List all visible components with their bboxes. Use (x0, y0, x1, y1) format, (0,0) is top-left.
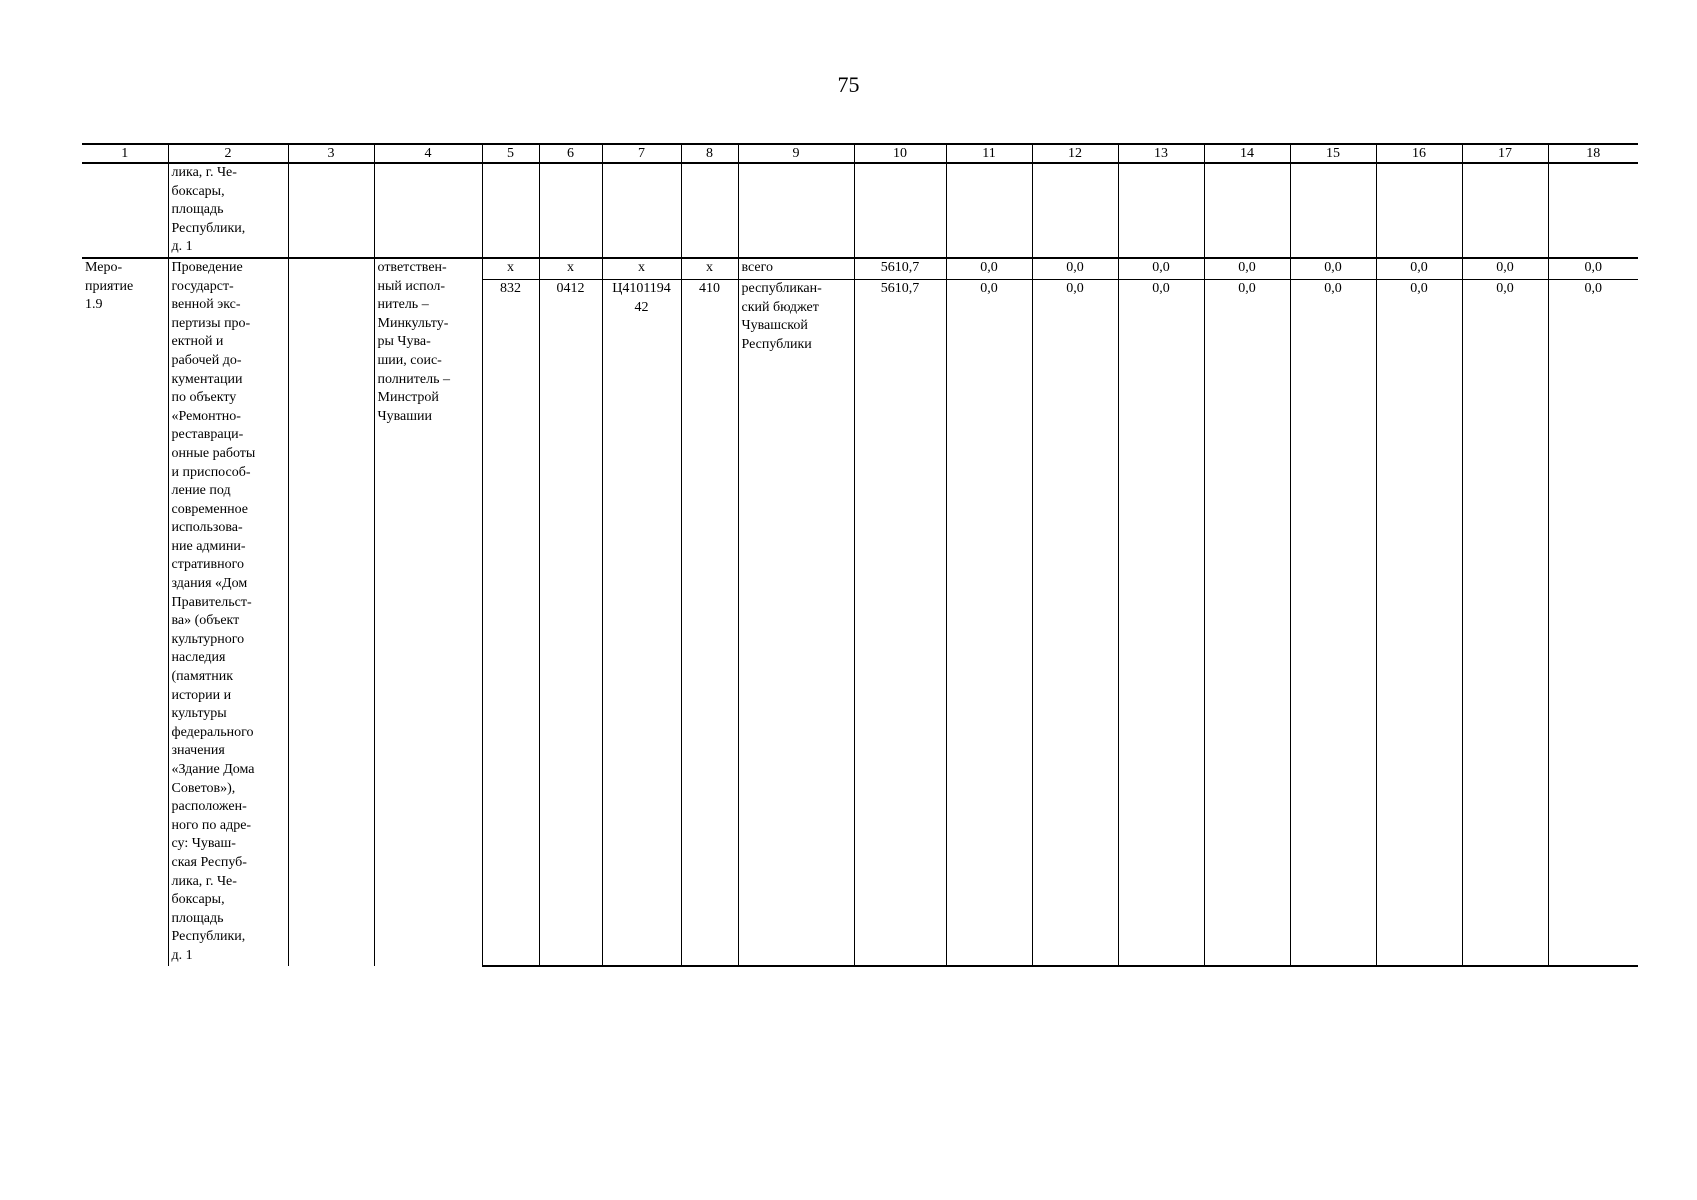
cell-value: 5610,7 (854, 258, 946, 280)
cell-value: 5610,7 (854, 280, 946, 966)
continuation-row (82, 163, 1638, 258)
cell-grbs: x (482, 258, 539, 280)
cell-value: 0,0 (1376, 280, 1462, 966)
event-executor: ответствен- ный испол- нитель – Минкульту- ры Чува- шии, соис- полнитель – Минстрой Чувашии (374, 258, 482, 966)
event-label: Меро- приятие 1.9 (82, 258, 168, 966)
header-cell: 13 (1118, 144, 1204, 163)
cell-value: 0,0 (1462, 258, 1548, 280)
cell-value: 0,0 (1118, 280, 1204, 966)
header-cell: 4 (374, 144, 482, 163)
header-cell: 7 (602, 144, 681, 163)
header-cell: 17 (1462, 144, 1548, 163)
cell-target-article: Ц4101194 42 (602, 280, 681, 966)
cell-value: 0,0 (1204, 258, 1290, 280)
header-cell: 14 (1204, 144, 1290, 163)
cell-section: x (539, 258, 602, 280)
continuation-address: лика, г. Че- боксары, площадь Республики, д. 1 (168, 163, 288, 258)
header-cell: 15 (1290, 144, 1376, 163)
cell-value: 0,0 (1548, 280, 1638, 966)
header-cell: 9 (738, 144, 854, 163)
cell-value: 0,0 (946, 258, 1032, 280)
cell-value: 0,0 (946, 280, 1032, 966)
header-row (82, 144, 1638, 163)
cell-value: 0,0 (1290, 258, 1376, 280)
cell-funding-source: республикан- ский бюджет Чувашской Республики (738, 280, 854, 966)
header-cell: 8 (681, 144, 738, 163)
cell-funding-source: всего (738, 258, 854, 280)
cell-value: 0,0 (1118, 258, 1204, 280)
header-cell: 18 (1548, 144, 1638, 163)
header-cell: 3 (288, 144, 374, 163)
header-cell: 5 (482, 144, 539, 163)
header-cell: 2 (168, 144, 288, 163)
cell-target-article: x (602, 258, 681, 280)
cell-expense-type: 410 (681, 280, 738, 966)
header-cell: 10 (854, 144, 946, 163)
header-cell: 12 (1032, 144, 1118, 163)
page-number: 75 (837, 72, 860, 97)
cell-value: 0,0 (1376, 258, 1462, 280)
cell-value: 0,0 (1290, 280, 1376, 966)
cell-value: 0,0 (1032, 280, 1118, 966)
cell-value: 0,0 (1032, 258, 1118, 280)
cell-expense-type: x (681, 258, 738, 280)
table-row (82, 258, 1638, 280)
event-description: Проведение государст- венной экс- пертизы про- ектной и рабочей до- кументации по объекту «Ремонтно- реставраци- онные работы и приспособ- ление под современное использова- ние админи- стративного здания «Дом Правительст- ва» (объект культурного наследия (памятник истории и культуры федерального значения «Здание Дома Советов»), расположен- ного по адре- су: Чуваш- ская Респуб- лика, г. Че- боксары, площадь Республики, д. 1 (168, 258, 288, 966)
cell-value: 0,0 (1548, 258, 1638, 280)
cell-section: 0412 (539, 280, 602, 966)
header-cell: 16 (1376, 144, 1462, 163)
cell-value: 0,0 (1204, 280, 1290, 966)
cell-grbs: 832 (482, 280, 539, 966)
header-cell: 6 (539, 144, 602, 163)
cell-value: 0,0 (1462, 280, 1548, 966)
header-cell: 11 (946, 144, 1032, 163)
header-cell: 1 (82, 144, 168, 163)
budget-table (82, 143, 1638, 967)
